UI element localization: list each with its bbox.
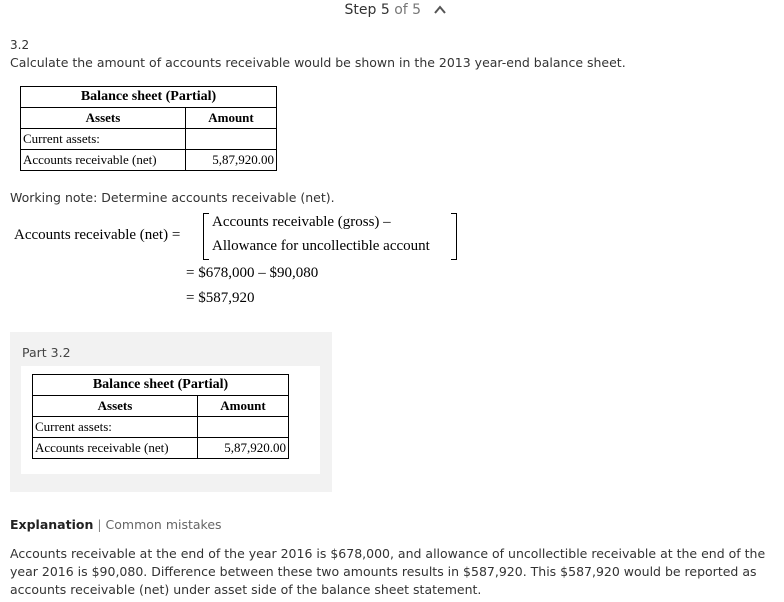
explanation-separator: | bbox=[97, 517, 102, 532]
part-row-current-assets-amount bbox=[198, 417, 289, 438]
formula-line-2: Allowance for uncollectible account bbox=[212, 238, 430, 254]
row-current-assets-amount bbox=[186, 129, 277, 150]
part-col-header-assets: Assets bbox=[33, 396, 198, 417]
part-answer-content bbox=[21, 366, 320, 474]
part-row-current-assets: Current assets: bbox=[33, 417, 198, 438]
explanation-body: Accounts receivable at the end of the year 2016 is $678,000, and allowance of uncollectible receivable at the end of the year 2016 is $90,080. Difference between these two amounts results in $587,920. This $587,920 would be reported as accounts receivable (net) under asset side of the balance sheet statement. bbox=[10, 546, 766, 597]
step-header[interactable] bbox=[0, 2, 784, 18]
part-balance-sheet-table bbox=[32, 374, 289, 459]
bracket-left bbox=[203, 213, 209, 260]
formula-line-4: = $587,920 bbox=[186, 290, 255, 306]
col-header-amount: Amount bbox=[186, 108, 277, 129]
part-label: Part 3.2 bbox=[22, 345, 71, 360]
part-balance-sheet-title: Balance sheet (Partial) bbox=[33, 375, 289, 396]
common-mistakes-tab[interactable]: Common mistakes bbox=[105, 517, 222, 532]
part-answer-box bbox=[10, 332, 332, 492]
working-note-title: Working note: Determine accounts receivable (net). bbox=[10, 190, 335, 205]
col-header-assets: Assets bbox=[21, 108, 186, 129]
question-number: 3.2 bbox=[10, 38, 30, 52]
formula-line-1: Accounts receivable (gross) – bbox=[212, 214, 391, 230]
bracket-right bbox=[451, 213, 457, 260]
part-col-header-amount: Amount bbox=[198, 396, 289, 417]
row-current-assets: Current assets: bbox=[21, 129, 186, 150]
chevron-up-icon[interactable] bbox=[434, 5, 446, 15]
question-text: Calculate the amount of accounts receivable would be shown in the 2013 year-end balance sheet. bbox=[10, 55, 626, 70]
part-row-ar-label: Accounts receivable (net) bbox=[33, 438, 198, 459]
formula-lhs: Accounts receivable (net) = bbox=[14, 227, 181, 243]
row-ar-label: Accounts receivable (net) bbox=[21, 150, 186, 171]
explanation-tab[interactable]: Explanation bbox=[10, 517, 94, 532]
part-row-ar-amount: 5,87,920.00 bbox=[198, 438, 289, 459]
row-ar-amount: 5,87,920.00 bbox=[186, 150, 277, 171]
formula-line-3: = $678,000 – $90,080 bbox=[186, 265, 319, 281]
step-label: Step 5 bbox=[344, 2, 390, 18]
balance-sheet-table bbox=[20, 86, 277, 171]
balance-sheet-title: Balance sheet (Partial) bbox=[21, 87, 277, 108]
step-of-label: of 5 bbox=[394, 2, 422, 18]
explanation-header bbox=[10, 517, 222, 532]
